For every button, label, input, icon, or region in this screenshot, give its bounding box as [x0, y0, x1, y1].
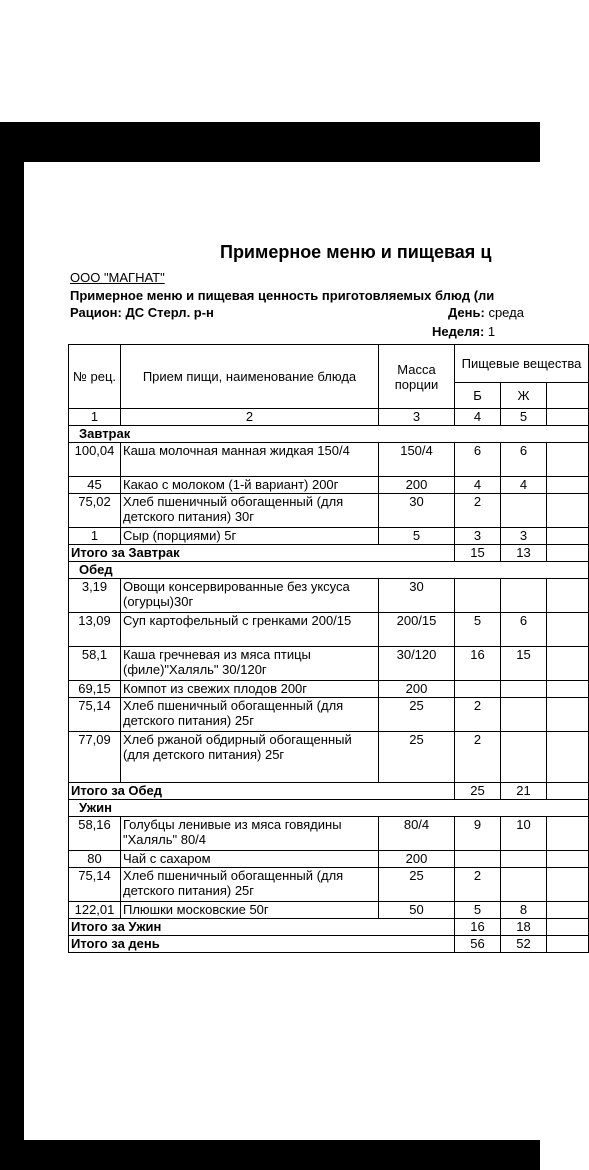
ration-label: Рацион: ДС Стерл. р-н: [70, 305, 214, 320]
recipe-number: 13,09: [69, 613, 121, 647]
portion-mass: 25: [379, 868, 455, 902]
empty-cell: [547, 698, 589, 732]
section-row: [69, 562, 589, 579]
recipe-number: 75,02: [69, 494, 121, 528]
document-title: Примерное меню и пищевая ц: [220, 242, 492, 262]
table-row: [69, 579, 589, 613]
portion-mass: 200: [379, 851, 455, 868]
header-fat: Ж: [501, 383, 547, 409]
index-cell: 4: [455, 409, 501, 426]
total-row: [69, 783, 589, 800]
dish-name: Голубцы ленивые из мяса говядины "Халяль" 80/4: [121, 817, 379, 851]
header-portion-mass: Масса порции: [379, 345, 455, 409]
portion-mass: 25: [379, 698, 455, 732]
section-dinner: Ужин: [69, 800, 589, 817]
total-row: [69, 919, 589, 936]
dish-name: Сыр (порциями) 5г: [121, 528, 379, 545]
dish-name: Хлеб пшеничный обогащенный (для детского питания) 30г: [121, 494, 379, 528]
total-protein: 16: [455, 919, 501, 936]
fat-value: [501, 868, 547, 902]
table-row: [69, 681, 589, 698]
total-protein: 25: [455, 783, 501, 800]
recipe-number: 100,04: [69, 443, 121, 477]
menu-table: [68, 344, 589, 953]
portion-mass: 200: [379, 681, 455, 698]
fat-value: [501, 579, 547, 613]
empty-cell: [547, 817, 589, 851]
empty-cell: [547, 919, 589, 936]
dish-name: Плюшки московские 50г: [121, 902, 379, 919]
protein-value: [455, 681, 501, 698]
dish-name: Каша гречневая из мяса птицы (филе)"Халяль" 30/120г: [121, 647, 379, 681]
table-row: [69, 817, 589, 851]
top-black-band: [0, 122, 540, 162]
total-fat: 18: [501, 919, 547, 936]
index-cell: 3: [379, 409, 455, 426]
fat-value: [501, 698, 547, 732]
empty-cell: [547, 545, 589, 562]
fat-value: 8: [501, 902, 547, 919]
table-row: [69, 851, 589, 868]
recipe-number: 58,16: [69, 817, 121, 851]
fat-value: 10: [501, 817, 547, 851]
header-recipe-number: № рец.: [69, 345, 121, 409]
week-info: [432, 324, 495, 339]
total-label: Итого за день: [69, 936, 455, 953]
empty-cell: [547, 579, 589, 613]
total-protein: 56: [455, 936, 501, 953]
protein-value: 2: [455, 732, 501, 783]
protein-value: 2: [455, 698, 501, 732]
week-label: Неделя:: [432, 324, 485, 339]
total-label: Итого за Ужин: [69, 919, 455, 936]
table-row: [69, 647, 589, 681]
empty-cell: [547, 409, 589, 426]
protein-value: 5: [455, 613, 501, 647]
recipe-number: 80: [69, 851, 121, 868]
table-row: [69, 868, 589, 902]
empty-cell: [547, 613, 589, 647]
total-protein: 15: [455, 545, 501, 562]
empty-cell: [547, 936, 589, 953]
dish-name: Хлеб пшеничный обогащенный (для детского питания) 25г: [121, 868, 379, 902]
table-row: [69, 698, 589, 732]
day-label: День:: [448, 305, 485, 320]
empty-cell: [547, 477, 589, 494]
fat-value: [501, 494, 547, 528]
dish-name: Суп картофельный с гренками 200/15: [121, 613, 379, 647]
header-nutrients: Пищевые вещества: [455, 345, 589, 383]
fat-value: 4: [501, 477, 547, 494]
protein-value: 16: [455, 647, 501, 681]
empty-cell: [547, 732, 589, 783]
table-row: [69, 494, 589, 528]
header-row-1: [69, 345, 589, 383]
recipe-number: 58,1: [69, 647, 121, 681]
index-row: [69, 409, 589, 426]
index-cell: 2: [121, 409, 379, 426]
portion-mass: 5: [379, 528, 455, 545]
dish-name: Хлеб пшеничный обогащенный (для детского питания) 25г: [121, 698, 379, 732]
table-row: [69, 902, 589, 919]
protein-value: 9: [455, 817, 501, 851]
fat-value: [501, 732, 547, 783]
index-cell: 5: [501, 409, 547, 426]
empty-cell: [547, 868, 589, 902]
table-row: [69, 477, 589, 494]
portion-mass: 30/120: [379, 647, 455, 681]
index-cell: 1: [69, 409, 121, 426]
fat-value: 3: [501, 528, 547, 545]
table-row: [69, 613, 589, 647]
empty-cell: [547, 443, 589, 477]
document-subtitle: Примерное меню и пищевая ценность приготовляемых блюд (ли: [70, 288, 495, 303]
total-row: [69, 545, 589, 562]
document-page: [24, 162, 582, 1140]
dish-name: Овощи консервированные без уксуса (огурцы)30г: [121, 579, 379, 613]
dish-name: Какао с молоком (1-й вариант) 200г: [121, 477, 379, 494]
table-row: [69, 732, 589, 783]
portion-mass: 25: [379, 732, 455, 783]
recipe-number: 69,15: [69, 681, 121, 698]
left-black-edge: [0, 162, 24, 1140]
dish-name: Чай с сахаром: [121, 851, 379, 868]
fat-value: 15: [501, 647, 547, 681]
recipe-number: 1: [69, 528, 121, 545]
empty-cell: [547, 902, 589, 919]
total-fat: 52: [501, 936, 547, 953]
empty-cell: [547, 647, 589, 681]
recipe-number: 45: [69, 477, 121, 494]
fat-value: [501, 851, 547, 868]
portion-mass: 200: [379, 477, 455, 494]
header-empty: [547, 383, 589, 409]
protein-value: 2: [455, 494, 501, 528]
bottom-black-band: [0, 1140, 540, 1170]
company-name: ООО "МАГНАТ": [70, 270, 165, 285]
recipe-number: 77,09: [69, 732, 121, 783]
recipe-number: 75,14: [69, 868, 121, 902]
portion-mass: 150/4: [379, 443, 455, 477]
dish-name: Компот из свежих плодов 200г: [121, 681, 379, 698]
portion-mass: 30: [379, 494, 455, 528]
recipe-number: 3,19: [69, 579, 121, 613]
protein-value: 3: [455, 528, 501, 545]
table-row: [69, 443, 589, 477]
fat-value: [501, 681, 547, 698]
section-lunch: Обед: [69, 562, 589, 579]
protein-value: 5: [455, 902, 501, 919]
total-label: Итого за Обед: [69, 783, 455, 800]
empty-cell: [547, 851, 589, 868]
fat-value: 6: [501, 443, 547, 477]
portion-mass: 200/15: [379, 613, 455, 647]
total-fat: 13: [501, 545, 547, 562]
empty-cell: [547, 681, 589, 698]
total-label: Итого за Завтрак: [69, 545, 455, 562]
header-protein: Б: [455, 383, 501, 409]
portion-mass: 30: [379, 579, 455, 613]
protein-value: 4: [455, 477, 501, 494]
recipe-number: 75,14: [69, 698, 121, 732]
table-row: [69, 528, 589, 545]
dish-name: Каша молочная манная жидкая 150/4: [121, 443, 379, 477]
recipe-number: 122,01: [69, 902, 121, 919]
section-breakfast: Завтрак: [69, 426, 589, 443]
empty-cell: [547, 528, 589, 545]
portion-mass: 50: [379, 902, 455, 919]
week-value: 1: [487, 324, 496, 339]
portion-mass: 80/4: [379, 817, 455, 851]
day-value: среда: [488, 305, 524, 320]
empty-cell: [547, 783, 589, 800]
protein-value: 6: [455, 443, 501, 477]
total-fat: 21: [501, 783, 547, 800]
total-row: [69, 936, 589, 953]
top-blank-area: [0, 0, 540, 122]
empty-cell: [547, 494, 589, 528]
section-row: [69, 426, 589, 443]
dish-name: Хлеб ржаной обдирный обогащенный (для детского питания) 25г: [121, 732, 379, 783]
protein-value: [455, 851, 501, 868]
day-info: [448, 305, 524, 320]
protein-value: [455, 579, 501, 613]
header-meal-name: Прием пищи, наименование блюда: [121, 345, 379, 409]
section-row: [69, 800, 589, 817]
protein-value: 2: [455, 868, 501, 902]
fat-value: 6: [501, 613, 547, 647]
